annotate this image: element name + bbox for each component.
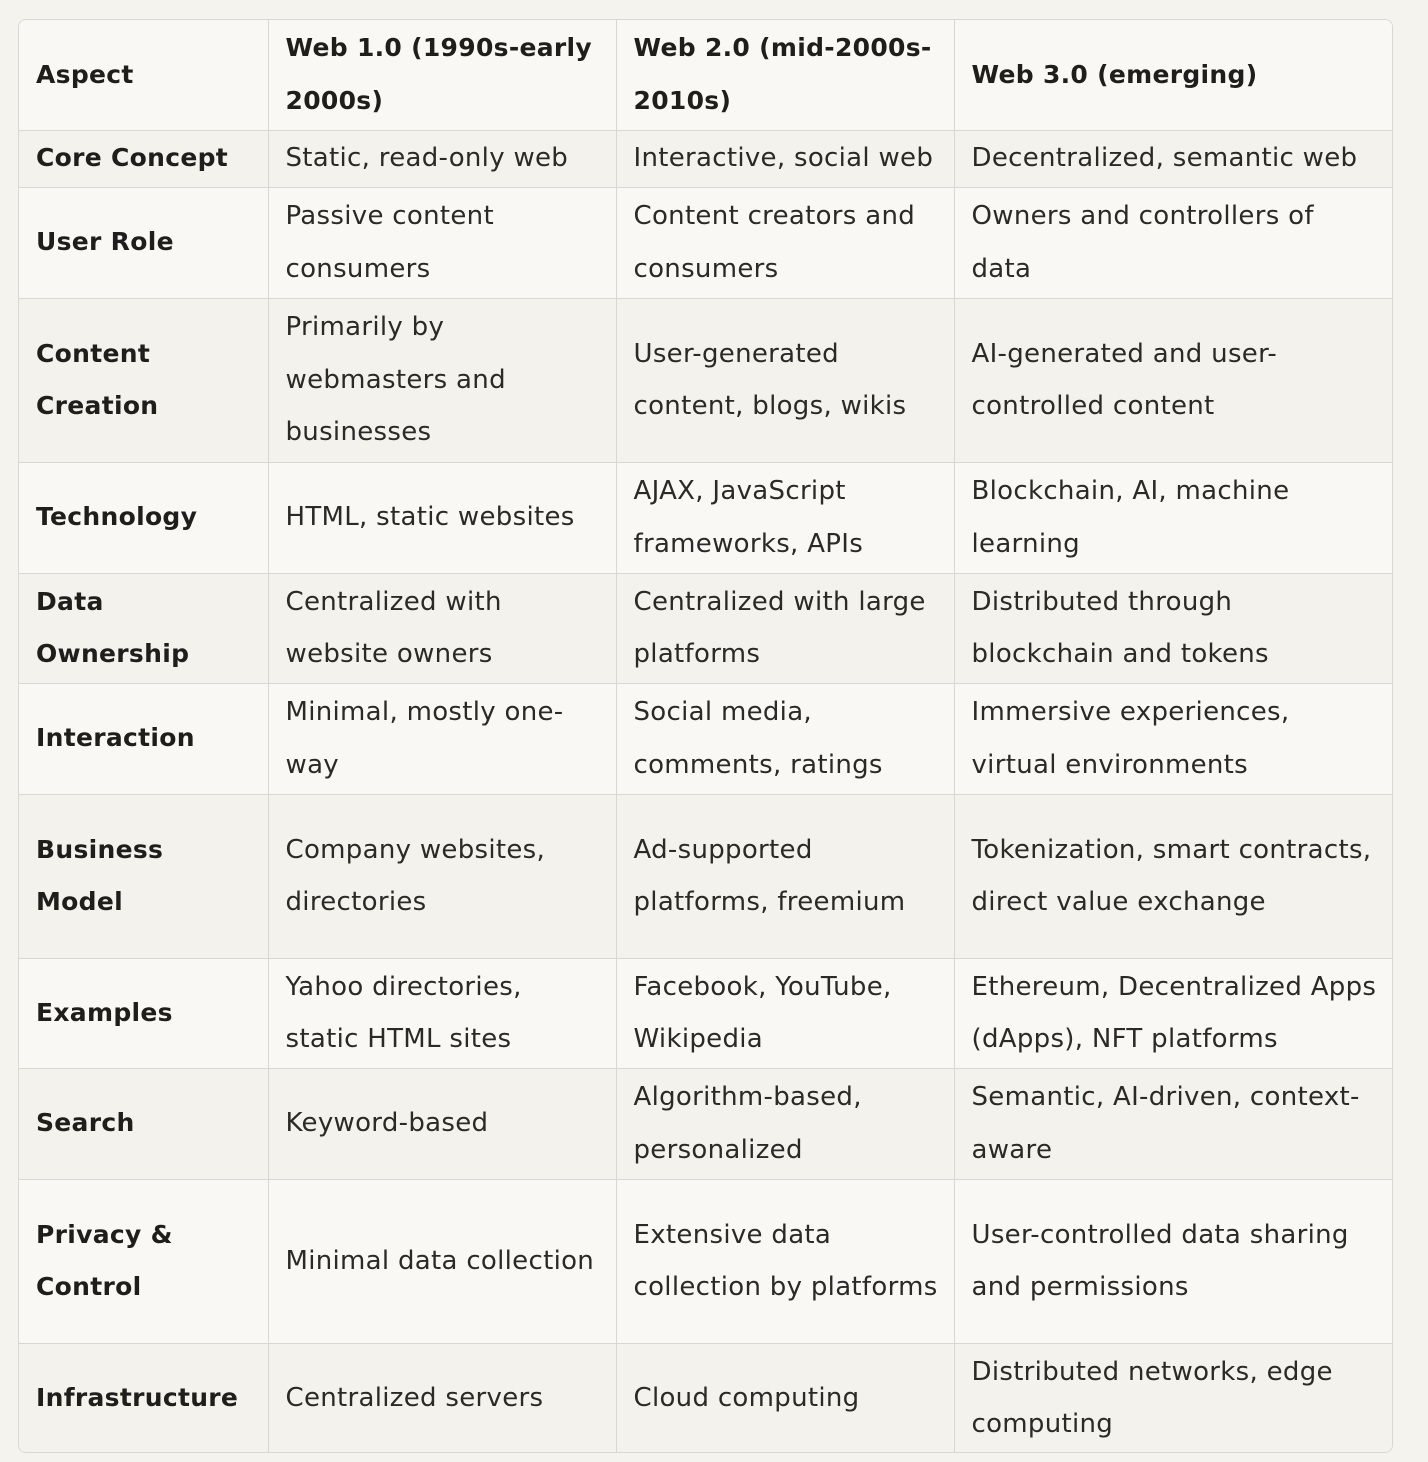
table-cell-web1: Minimal, mostly one-way — [268, 683, 616, 794]
table-body — [19, 130, 1392, 1453]
table-cell-web3: User-controlled data sharing and permissions — [954, 1179, 1392, 1343]
table-cell-web2: Ad-supported platforms, freemium — [616, 794, 954, 958]
table-cell-web1: Centralized with website owners — [268, 573, 616, 683]
table-cell-web1: Static, read-only web — [268, 130, 616, 187]
table-row — [19, 683, 1392, 794]
table-cell-web2: Interactive, social web — [616, 130, 954, 187]
table-row — [19, 573, 1392, 683]
web-evolution-comparison-table — [19, 20, 1392, 1453]
row-label: Examples — [19, 958, 268, 1068]
table-cell-web3: Distributed networks, edge computing — [971, 1356, 1333, 1440]
row-label: Technology — [19, 462, 268, 573]
row-label: Search — [19, 1068, 268, 1179]
table-cell-web2: Social media, comments, ratings — [616, 683, 954, 794]
table-row — [19, 1343, 1392, 1453]
table-cell-web3: Semantic, AI-driven, context-aware — [954, 1068, 1392, 1179]
table-cell-web2: Centralized with large platforms — [616, 573, 954, 683]
row-label: User Role — [19, 187, 268, 298]
header-cell-web1: Web 1.0 (1990s-early 2000s) — [268, 20, 616, 130]
table-cell-web1: HTML, static websites — [268, 462, 616, 573]
table-cell-web3: Tokenization, smart contracts, direct value exchange — [954, 794, 1392, 958]
table-row — [19, 1179, 1392, 1343]
table-cell-web2: Algorithm-based, personalized — [616, 1068, 954, 1179]
table-header — [19, 20, 1392, 130]
row-label: Business Model — [19, 794, 268, 958]
table-cell-web3: Blockchain, AI, machine learning — [954, 462, 1392, 573]
table-cell-web2: AJAX, JavaScript frameworks, APIs — [616, 462, 954, 573]
table-cell-web1: Minimal data collection — [268, 1179, 616, 1343]
table-cell-web2: Content creators and consumers — [616, 187, 954, 298]
table-cell-web1: Yahoo directories, static HTML sites — [268, 958, 616, 1068]
table-row — [19, 958, 1392, 1068]
table-cell-web1: Keyword-based — [268, 1068, 616, 1179]
table-row — [19, 1068, 1392, 1179]
row-label: Core Concept — [19, 130, 268, 187]
header-cell-web3: Web 3.0 (emerging) — [954, 20, 1392, 130]
row-label: Data Ownership — [19, 573, 268, 683]
row-label: Content Creation — [19, 298, 268, 462]
table-cell-web1: Passive content consumers — [268, 187, 616, 298]
table-cell-web3: Decentralized, semantic web — [954, 130, 1392, 187]
table-cell-web1: Primarily by webmasters and businesses — [268, 298, 616, 462]
row-label: Infrastructure — [19, 1343, 268, 1453]
comparison-table-container — [18, 19, 1393, 1453]
table-cell-web3: Owners and controllers of data — [954, 187, 1392, 298]
header-cell-web2: Web 2.0 (mid-2000s-2010s) — [616, 20, 954, 130]
table-cell-web2: User-generated content, blogs, wikis — [616, 298, 954, 462]
row-label: Interaction — [19, 683, 268, 794]
table-row — [19, 794, 1392, 958]
header-cell-aspect: Aspect — [19, 20, 268, 130]
table-row — [19, 298, 1392, 462]
table-cell-web2: Cloud computing — [616, 1343, 954, 1453]
table-cell-web3: Distributed through blockchain and tokens — [954, 573, 1392, 683]
table-cell-web2: Facebook, YouTube, Wikipedia — [616, 958, 954, 1068]
table-cell-web3: AI-generated and user-controlled content — [954, 298, 1392, 462]
header-row — [19, 20, 1392, 130]
table-cell-web3: Immersive experiences, virtual environments — [954, 683, 1392, 794]
row-label: Privacy & Control — [19, 1179, 268, 1343]
table-row — [19, 462, 1392, 573]
table-row — [19, 130, 1392, 187]
table-cell-web1: Company websites, directories — [268, 794, 616, 958]
table-cell-web3: Ethereum, Decentralized Apps (dApps), NFT platforms — [954, 958, 1392, 1068]
table-cell-web1: Centralized servers — [268, 1343, 616, 1453]
table-row — [19, 187, 1392, 298]
table-cell-web2: Extensive data collection by platforms — [616, 1179, 954, 1343]
